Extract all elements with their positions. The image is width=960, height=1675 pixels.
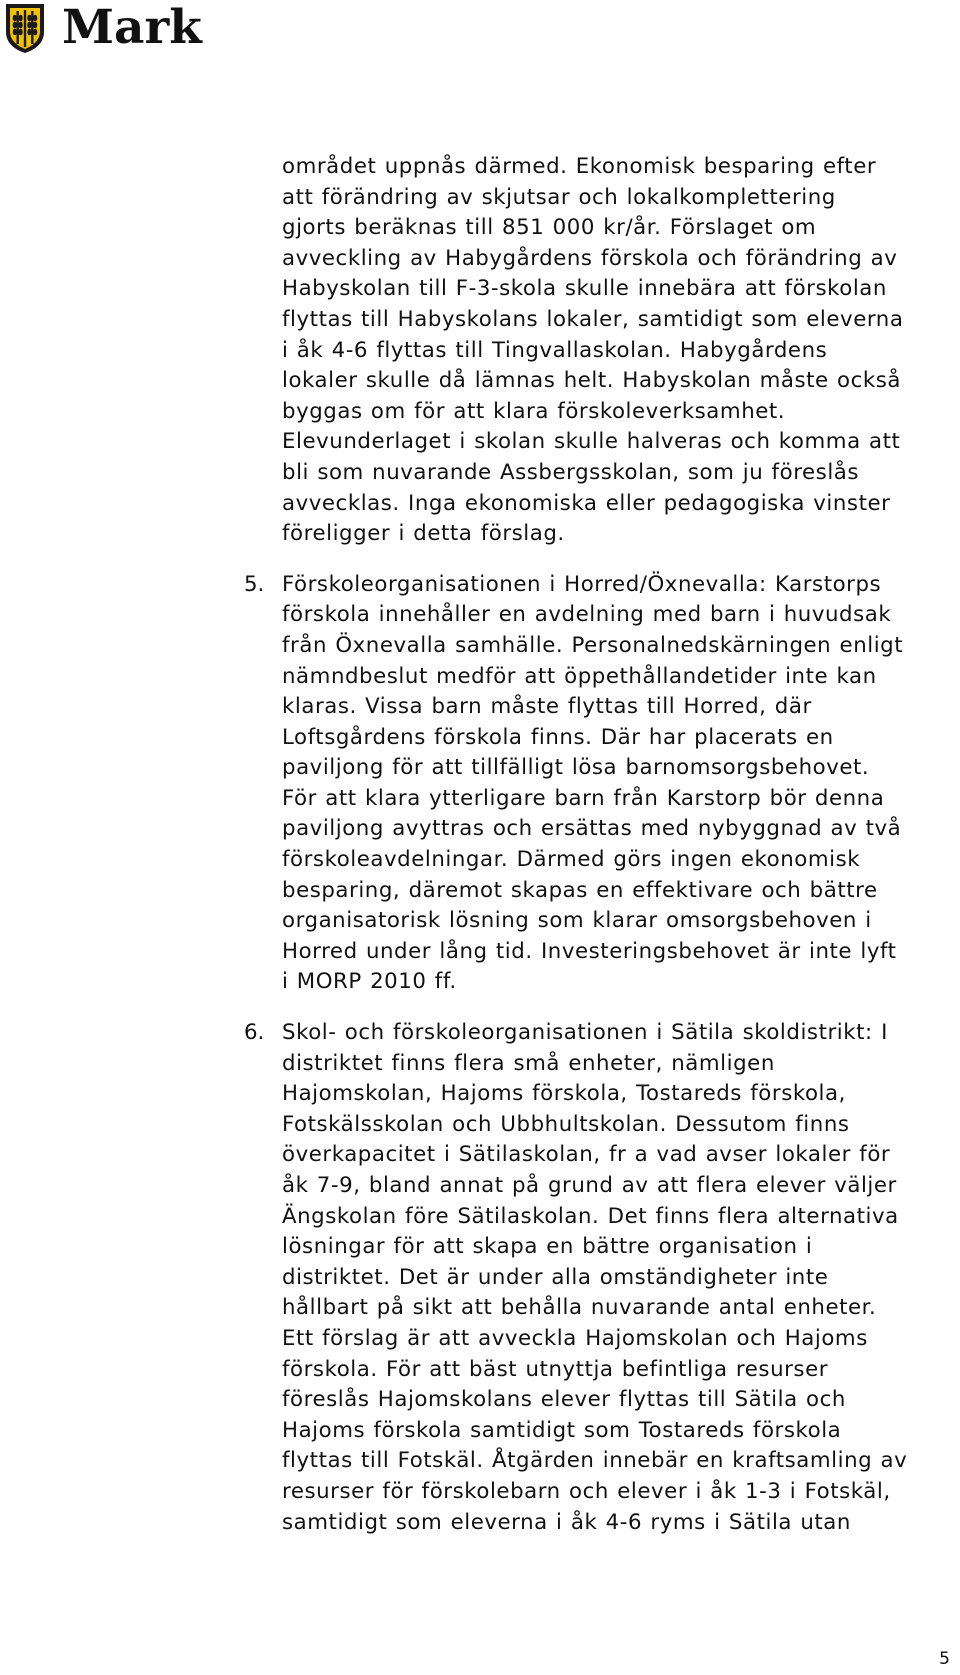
text-line: området uppnås därmed. Ekonomisk besparing efter xyxy=(282,154,877,179)
text-line: klaras. Vissa barn måste flyttas till Horred, där xyxy=(282,694,812,720)
text-line: förskoleavdelningar. Därmed görs ingen ekonomisk xyxy=(282,847,861,873)
text-line: Ett förslag är att avveckla Hajomskolan och Hajoms xyxy=(282,1325,868,1351)
page-header xyxy=(4,2,202,54)
text-line: Förskoleorganisationen i Horred/Öxnevalla: Karstorps xyxy=(282,571,882,597)
text-line: distriktet finns flera små enheter, nämligen xyxy=(282,1050,775,1076)
text-line: paviljong avyttras och ersättas med nybyggnad av två xyxy=(282,816,902,842)
text-line: gjorts beräknas till 851 000 kr/år. Förslaget om xyxy=(282,215,817,241)
text-line: avveckling av Habygårdens förskola och förändring av xyxy=(282,245,898,271)
mark-municipality-shield-icon xyxy=(4,2,46,54)
text-line: hållbart på sikt att behålla nuvarande antal enheter. xyxy=(282,1295,877,1321)
text-line: paviljong för att tillfälligt lösa barnomsorgsbehovet. xyxy=(282,755,870,781)
text-line: nämndbeslut medför att öppethållandetider inte kan xyxy=(282,663,877,689)
text-line: lösningar för att skapa en bättre organisation i xyxy=(282,1234,813,1260)
text-line: Loftsgårdens förskola finns. Där har placerats en xyxy=(282,724,834,750)
text-line: i MORP 2010 ff. xyxy=(282,969,457,995)
text-line: föreligger i detta förslag. xyxy=(282,521,565,547)
text-line: Skol- och förskoleorganisationen i Sätila skoldistrikt: I xyxy=(282,1020,888,1046)
document-body xyxy=(244,152,958,1538)
text-line: från Öxnevalla samhälle. Personalnedskärningen enligt xyxy=(282,632,904,658)
logo-wordmark: Mark xyxy=(62,0,202,55)
list-item-5 xyxy=(244,570,958,998)
text-line: Habyskolan till F-3-skola skulle innebära att förskolan xyxy=(282,276,887,302)
text-line: bli som nuvarande Assbergsskolan, som ju föreslås xyxy=(282,459,860,485)
text-line: förskola innehåller en avdelning med barn i huvudsak xyxy=(282,602,892,628)
text-line: flyttas till Habyskolans lokaler, samtidigt som eleverna xyxy=(282,306,904,332)
list-item-text xyxy=(282,1018,958,1538)
intro-paragraph xyxy=(282,152,958,550)
text-line: lokaler skulle då lämnas helt. Habyskolan måste också xyxy=(282,368,901,394)
text-line: Ängskolan före Sätilaskolan. Det finns flera alternativa xyxy=(282,1203,899,1229)
text-line: besparing, däremot skapas en effektivare och bättre xyxy=(282,877,878,903)
page-number: 5 xyxy=(939,1649,950,1669)
text-line: byggas om för att klara förskoleverksamhet. xyxy=(282,398,786,424)
text-line: Hajomskolan, Hajoms förskola, Tostareds förskola, xyxy=(282,1081,846,1107)
text-line: flyttas till Fotskäl. Åtgärden innebär en kraftsamling av xyxy=(282,1448,908,1474)
list-item-text xyxy=(282,570,958,998)
text-line: Fotskälsskolan och Ubbhultskolan. Dessutom finns xyxy=(282,1111,850,1137)
text-line: i åk 4-6 flyttas till Tingvallaskolan. Habygårdens xyxy=(282,337,828,363)
text-line: resurser för förskolebarn och elever i åk 1-3 i Fotskäl, xyxy=(282,1478,891,1504)
text-line: förskola. För att bäst utnyttja befintliga resurser xyxy=(282,1356,829,1382)
text-line: åk 7-9, bland annat på grund av att flera elever väljer xyxy=(282,1173,897,1198)
list-item-6 xyxy=(244,1018,958,1538)
text-line: avvecklas. Inga ekonomiska eller pedagogiska vinster xyxy=(282,490,891,516)
text-line: Horred under lång tid. Investeringsbehovet är inte lyft xyxy=(282,938,897,964)
text-line: För att klara ytterligare barn från Karstorp bör denna xyxy=(282,785,885,811)
list-item-number: 5. xyxy=(244,571,265,597)
text-line: Hajoms förskola samtidigt som Tostareds förskola xyxy=(282,1417,842,1443)
text-line: distriktet. Det är under alla omständigheter inte xyxy=(282,1264,829,1290)
text-line: Elevunderlaget i skolan skulle halveras och komma att xyxy=(282,429,901,455)
text-line: föreslås Hajomskolans elever flyttas till Sätila och xyxy=(282,1387,846,1413)
text-line: organisatorisk lösning som klarar omsorgsbehoven i xyxy=(282,908,872,934)
list-item-number: 6. xyxy=(244,1020,265,1046)
text-line: överkapacitet i Sätilaskolan, fr a vad avser lokaler för xyxy=(282,1142,891,1168)
text-line: samtidigt som eleverna i åk 4-6 ryms i Sätila utan xyxy=(282,1509,851,1535)
text-line: att förändring av skjutsar och lokalkomplettering xyxy=(282,184,836,210)
